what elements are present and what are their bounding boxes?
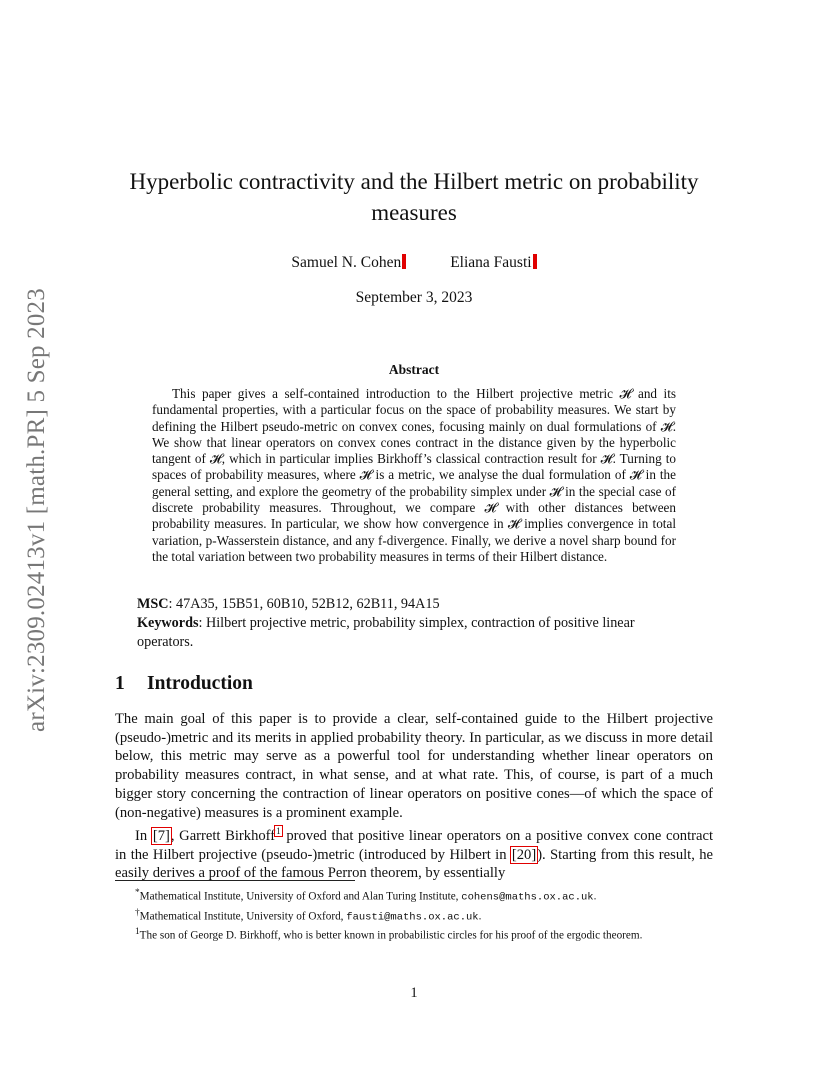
- author-fausti: [450, 254, 536, 272]
- text-run: ). Starting from this result, he easily derives a proof of the famous Perron theorem, by essentially: [115, 846, 714, 882]
- footnote-1: [115, 886, 715, 906]
- paper-date: September 3, 2023: [355, 289, 473, 306]
- email-link[interactable]: fausti@maths.ox.ac.uk: [346, 911, 479, 924]
- footnote-2: [115, 906, 715, 926]
- abstract-text: This paper gives a self-contained introduction to the Hilbert projective metric 𝓗 and its fundamental properties, with a particular focus on the space of probability measures. We start by defining the Hilbert pseudo-metric on convex cones, focusing mainly on dual formulations of 𝓗. We show that linear operators on convex cones contract in the distance given by the hyperbolic tangent of 𝓗, which in particular implies Birkhoff’s classical contraction result for 𝓗. Turning to spaces of probability measures, where 𝓗 is a metric, we analyse the dual formulation of 𝓗 in the general setting, and explore the geometry of the probability simplex under 𝓗 in the special case of discrete probability measures. Throughout, we compare 𝓗 with other distances between probability measures. In particular, we show how convergence in 𝓗 implies convergence in total variation, p-Wasserstein distance, and any f-divergence. Finally, we derive a novel sharp bound for the total variation between two probability measures in terms of their Hilbert distance.: [152, 386, 676, 564]
- text-run: proved that positive linear operators on a positive convex cone contract in the Hilbert projective (pseudo-)metric (introduced by Hilbert in: [115, 828, 714, 863]
- footnote-link-1[interactable]: 1: [276, 826, 281, 837]
- footnotes: [115, 886, 715, 944]
- classification-block: [137, 595, 677, 652]
- paragraph-2: [115, 822, 713, 883]
- text-run: In: [135, 828, 152, 845]
- paper-title: Hyperbolic contractivity and the Hilbert metric on probability measures: [129, 169, 699, 225]
- arxiv-sidebar-stamp: [14, 250, 60, 770]
- paragraph-1: The main goal of this paper is to provide a clear, self-contained guide to the Hilbert projective (pseudo-)metric and its merits in applied probability theory. In particular, as we discuss in more detail below, this metric may serve as a powerful tool for understanding whether linear operators on probability measures contract, in what sense, and at what rate. This, of course, is part of a much bigger story concerning the contraction of linear operators on positive cones—of which the space of (non-negative) measures is a prominent example.: [115, 711, 713, 821]
- arxiv-id-text: arXiv:2309.02413v1 [math.PR] 5 Sep 2023: [23, 288, 50, 732]
- body-text: [115, 710, 713, 883]
- footnote-end: .: [593, 890, 597, 903]
- footnote-text: The son of George D. Birkhoff, who is better known in probabilistic circles for his proof of the ergodic theorem.: [139, 930, 643, 943]
- footnote-3: [115, 925, 715, 944]
- footnote-mark: *: [135, 888, 140, 898]
- author-name: Eliana Fausti: [450, 254, 532, 271]
- author-name: Samuel N. Cohen: [291, 254, 402, 271]
- author-cohen: [291, 254, 406, 272]
- keywords-label: Keywords: [137, 615, 199, 631]
- text-run: , Garrett Birkhoff: [170, 828, 276, 845]
- msc-label: MSC: [137, 596, 169, 612]
- footnote-link-dagger[interactable]: [533, 254, 537, 269]
- footnote-mark: †: [135, 907, 140, 918]
- abstract-heading: Abstract: [388, 362, 440, 377]
- footnote-text: Mathematical Institute, University of Oxford,: [139, 910, 347, 923]
- page-number: 1: [410, 985, 418, 1001]
- email-link[interactable]: cohens@maths.ox.ac.uk: [461, 891, 594, 904]
- citation-link-7[interactable]: [7]: [152, 828, 170, 845]
- keywords-value: : Hilbert projective metric, probability simplex, contraction of positive linear operators.: [137, 615, 635, 650]
- footnote-end: .: [478, 910, 482, 923]
- footnote-text: Mathematical Institute, University of Oxford and Alan Turing Institute,: [139, 890, 462, 903]
- section-title: Introduction: [147, 673, 253, 694]
- msc-value: : 47A35, 15B51, 60B10, 52B12, 62B11, 94A15: [168, 596, 440, 612]
- citation-link-20[interactable]: [20]: [511, 846, 537, 863]
- section-number: 1: [115, 673, 125, 694]
- footnote-rule: [115, 880, 355, 881]
- footnote-mark: 1: [135, 927, 140, 938]
- footnote-link-star[interactable]: [402, 254, 406, 269]
- author-list: [0, 254, 828, 272]
- section-heading: [115, 673, 253, 695]
